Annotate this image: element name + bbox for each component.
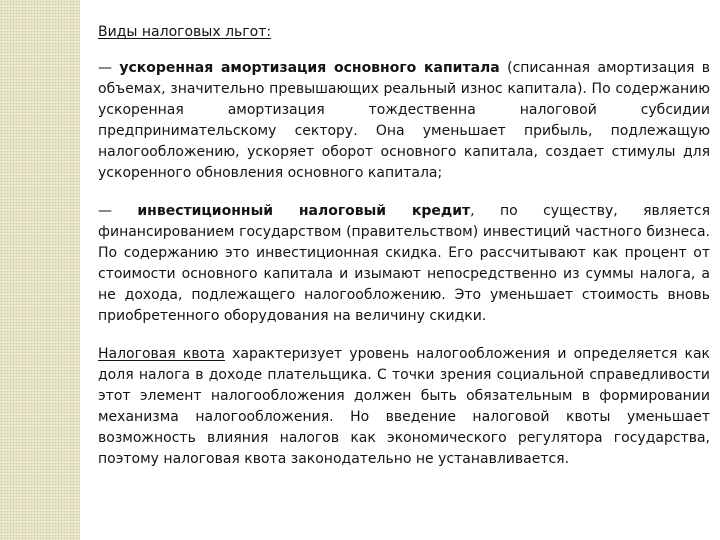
term-tax-quota: Налоговая квота: [98, 346, 225, 362]
document-body: [98, 22, 710, 487]
paragraph-text: (списанная амортизация в объемах, значительно превышающих реальный износ капитала). По содержанию ускоренная амортизация тождественна налоговой субсидии предпринимательскому сектору. Она уменьшает прибыль, подлежащую налогообложению, ускоряет оборот основного капитала, создает стимулы для ускоренного обновления основного капитала;: [98, 60, 710, 181]
term-accelerated-depreciation: ускоренная амортизация основного капитала: [119, 60, 500, 76]
paragraph-text: характеризует уровень налогообложения и определяется как доля налога в доходе плательщика. С точки зрения социальной справедливости этот элемент налогообложения должен быть обязательным в формировании механизма налогообложения. Но введение налоговой квоты уменьшает возможность влияния налогов как экономического регулятора государства, поэтому налоговая квота законодательно не устанавливается.: [98, 346, 711, 467]
paragraph-tax-quota: [98, 344, 710, 470]
term-investment-tax-credit: инвестиционный налоговый кредит: [137, 203, 471, 219]
paragraph-accelerated-depreciation: [98, 58, 710, 184]
list-dash: —: [98, 203, 138, 219]
paragraph-investment-tax-credit: [98, 201, 710, 327]
decorative-side-strip: [0, 0, 80, 540]
document-heading: Виды налоговых льгот:: [98, 24, 272, 40]
list-dash: —: [98, 60, 120, 76]
paragraph-text: , по существу, является финансированием государством (правительством) инвестиций частного бизнеса. По содержанию это инвестиционная скидка. Его рассчитывают как процент от стоимости основного капитала и изымают непосредственно из суммы налога, а не дохода, подлежащего налогообложению. Это уменьшает стоимость вновь приобретенного оборудования на величину скидки.: [98, 203, 710, 324]
